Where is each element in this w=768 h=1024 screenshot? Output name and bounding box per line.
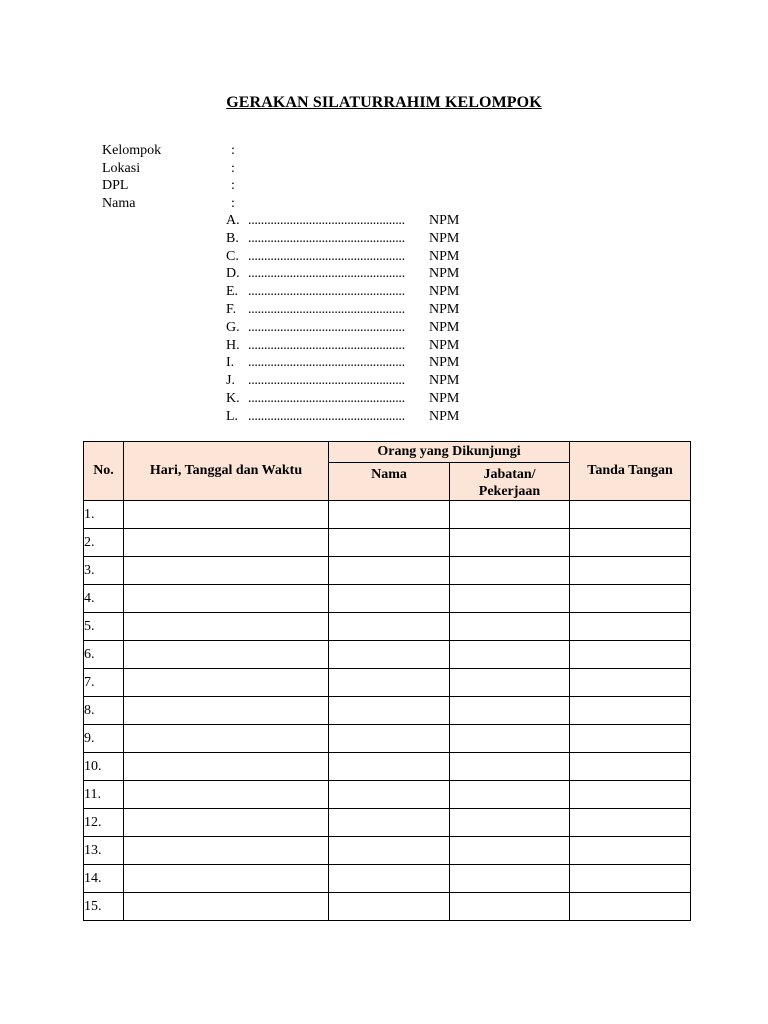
header-orang-dikunjungi: Orang yang Dikunjungi xyxy=(329,442,570,463)
cell-jabatan xyxy=(450,809,570,837)
table-row xyxy=(84,865,691,893)
table-row xyxy=(84,613,691,641)
cell-tanda-tangan xyxy=(570,837,691,865)
cell-nama xyxy=(329,557,450,585)
cell-tanda-tangan xyxy=(570,697,691,725)
cell-nama xyxy=(329,893,450,921)
cell-tanda-tangan xyxy=(570,809,691,837)
cell-jabatan xyxy=(450,557,570,585)
member-letter: B. xyxy=(226,230,239,246)
row-number: 5. xyxy=(84,613,124,641)
field-colon: : xyxy=(231,160,235,176)
visit-table xyxy=(83,441,691,921)
member-letter: A. xyxy=(226,213,240,228)
cell-jabatan xyxy=(450,501,570,529)
header-jabatan xyxy=(450,463,570,501)
member-letter: J. xyxy=(226,373,235,389)
cell-tanda-tangan xyxy=(570,669,691,697)
member-dots: ................................................. xyxy=(248,248,405,264)
member-dots: ................................................. xyxy=(248,284,405,300)
field-label: Nama xyxy=(102,196,136,212)
field-label: DPL xyxy=(102,178,129,194)
member-letter: H. xyxy=(226,337,240,353)
cell-hari-tanggal-waktu xyxy=(124,585,329,613)
member-npm-label: NPM xyxy=(429,213,460,228)
member-npm-label: NPM xyxy=(429,355,460,371)
member-dots: ................................................. xyxy=(248,266,405,282)
member-letter: E. xyxy=(226,284,239,300)
cell-hari-tanggal-waktu xyxy=(124,641,329,669)
table-row xyxy=(84,669,691,697)
cell-jabatan xyxy=(450,865,570,893)
member-letter: I. xyxy=(226,355,235,371)
member-npm-label: NPM xyxy=(429,248,460,264)
table-row xyxy=(84,529,691,557)
cell-nama xyxy=(329,641,450,669)
row-number: 11. xyxy=(84,781,124,809)
member-dots: ................................................. xyxy=(248,408,405,424)
header-nama: Nama xyxy=(329,463,450,501)
header-jabatan-line1: Jabatan/ xyxy=(483,467,536,482)
row-number: 10. xyxy=(84,753,124,781)
cell-hari-tanggal-waktu xyxy=(124,725,329,753)
cell-tanda-tangan xyxy=(570,781,691,809)
header-tanda-tangan: Tanda Tangan xyxy=(570,442,691,501)
cell-tanda-tangan xyxy=(570,865,691,893)
field-label: Lokasi xyxy=(102,160,141,176)
table-row xyxy=(84,641,691,669)
field-colon: : xyxy=(231,143,235,158)
member-dots: ................................................. xyxy=(248,213,405,228)
row-number: 2. xyxy=(84,529,124,557)
row-number: 9. xyxy=(84,725,124,753)
cell-tanda-tangan xyxy=(570,893,691,921)
cell-jabatan xyxy=(450,641,570,669)
row-number: 13. xyxy=(84,837,124,865)
field-colon: : xyxy=(231,196,235,212)
member-dots: ................................................. xyxy=(248,373,405,389)
table-row xyxy=(84,809,691,837)
member-dots: ................................................. xyxy=(248,355,405,371)
cell-hari-tanggal-waktu xyxy=(124,837,329,865)
cell-hari-tanggal-waktu xyxy=(124,613,329,641)
cell-tanda-tangan xyxy=(570,501,691,529)
cell-hari-tanggal-waktu xyxy=(124,697,329,725)
row-number: 14. xyxy=(84,865,124,893)
cell-nama xyxy=(329,781,450,809)
member-npm-label: NPM xyxy=(429,337,460,353)
cell-nama xyxy=(329,697,450,725)
document-title: GERAKAN SILATURRAHIM KELOMPOK xyxy=(226,94,542,111)
header-jabatan-line2: Pekerjaan xyxy=(478,484,541,499)
member-letter: C. xyxy=(226,248,239,264)
cell-tanda-tangan xyxy=(570,641,691,669)
row-number: 7. xyxy=(84,669,124,697)
cell-nama xyxy=(329,585,450,613)
member-dots: ................................................. xyxy=(248,301,405,317)
header-hari-tanggal-waktu: Hari, Tanggal dan Waktu xyxy=(124,442,329,501)
table-row xyxy=(84,585,691,613)
header-no: No. xyxy=(84,442,124,501)
cell-jabatan xyxy=(450,753,570,781)
row-number: 12. xyxy=(84,809,124,837)
cell-jabatan xyxy=(450,893,570,921)
cell-jabatan xyxy=(450,697,570,725)
cell-tanda-tangan xyxy=(570,613,691,641)
member-npm-label: NPM xyxy=(429,373,460,389)
row-number: 6. xyxy=(84,641,124,669)
row-number: 8. xyxy=(84,697,124,725)
member-npm-label: NPM xyxy=(429,230,460,246)
row-number: 1. xyxy=(84,501,124,529)
cell-hari-tanggal-waktu xyxy=(124,753,329,781)
row-number: 4. xyxy=(84,585,124,613)
member-npm-label: NPM xyxy=(429,301,460,317)
table-row xyxy=(84,837,691,865)
cell-jabatan xyxy=(450,613,570,641)
row-number: 15. xyxy=(84,893,124,921)
cell-nama xyxy=(329,837,450,865)
field-label: Kelompok xyxy=(102,143,162,158)
member-npm-label: NPM xyxy=(429,390,460,406)
cell-hari-tanggal-waktu xyxy=(124,501,329,529)
cell-hari-tanggal-waktu xyxy=(124,781,329,809)
cell-nama xyxy=(329,613,450,641)
table-row xyxy=(84,557,691,585)
table-row xyxy=(84,697,691,725)
member-dots: ................................................. xyxy=(248,390,405,406)
cell-hari-tanggal-waktu xyxy=(124,893,329,921)
cell-hari-tanggal-waktu xyxy=(124,865,329,893)
member-letter: K. xyxy=(226,390,240,406)
table-row xyxy=(84,725,691,753)
cell-tanda-tangan xyxy=(570,753,691,781)
cell-nama xyxy=(329,669,450,697)
member-letter: L. xyxy=(226,408,239,424)
cell-nama xyxy=(329,753,450,781)
member-npm-label: NPM xyxy=(429,284,460,300)
table-row xyxy=(84,893,691,921)
cell-nama xyxy=(329,501,450,529)
table-body xyxy=(84,501,691,921)
field-colon: : xyxy=(231,178,235,194)
cell-tanda-tangan xyxy=(570,725,691,753)
cell-jabatan xyxy=(450,725,570,753)
table-row xyxy=(84,501,691,529)
table-row xyxy=(84,781,691,809)
row-number: 3. xyxy=(84,557,124,585)
cell-hari-tanggal-waktu xyxy=(124,669,329,697)
cell-nama xyxy=(329,725,450,753)
cell-jabatan xyxy=(450,837,570,865)
member-letter: F. xyxy=(226,301,237,317)
table-row xyxy=(84,753,691,781)
cell-hari-tanggal-waktu xyxy=(124,557,329,585)
cell-nama xyxy=(329,809,450,837)
cell-jabatan xyxy=(450,669,570,697)
cell-tanda-tangan xyxy=(570,557,691,585)
cell-jabatan xyxy=(450,781,570,809)
member-dots: ................................................. xyxy=(248,319,405,335)
cell-tanda-tangan xyxy=(570,585,691,613)
member-letter: G. xyxy=(226,319,240,335)
member-npm-label: NPM xyxy=(429,408,460,424)
cell-jabatan xyxy=(450,585,570,613)
member-dots: ................................................. xyxy=(248,337,405,353)
cell-jabatan xyxy=(450,529,570,557)
member-dots: ................................................. xyxy=(248,230,405,246)
member-npm-label: NPM xyxy=(429,319,460,335)
cell-tanda-tangan xyxy=(570,529,691,557)
cell-hari-tanggal-waktu xyxy=(124,809,329,837)
cell-hari-tanggal-waktu xyxy=(124,529,329,557)
cell-nama xyxy=(329,529,450,557)
member-letter: D. xyxy=(226,266,240,282)
cell-nama xyxy=(329,865,450,893)
member-npm-label: NPM xyxy=(429,266,460,282)
